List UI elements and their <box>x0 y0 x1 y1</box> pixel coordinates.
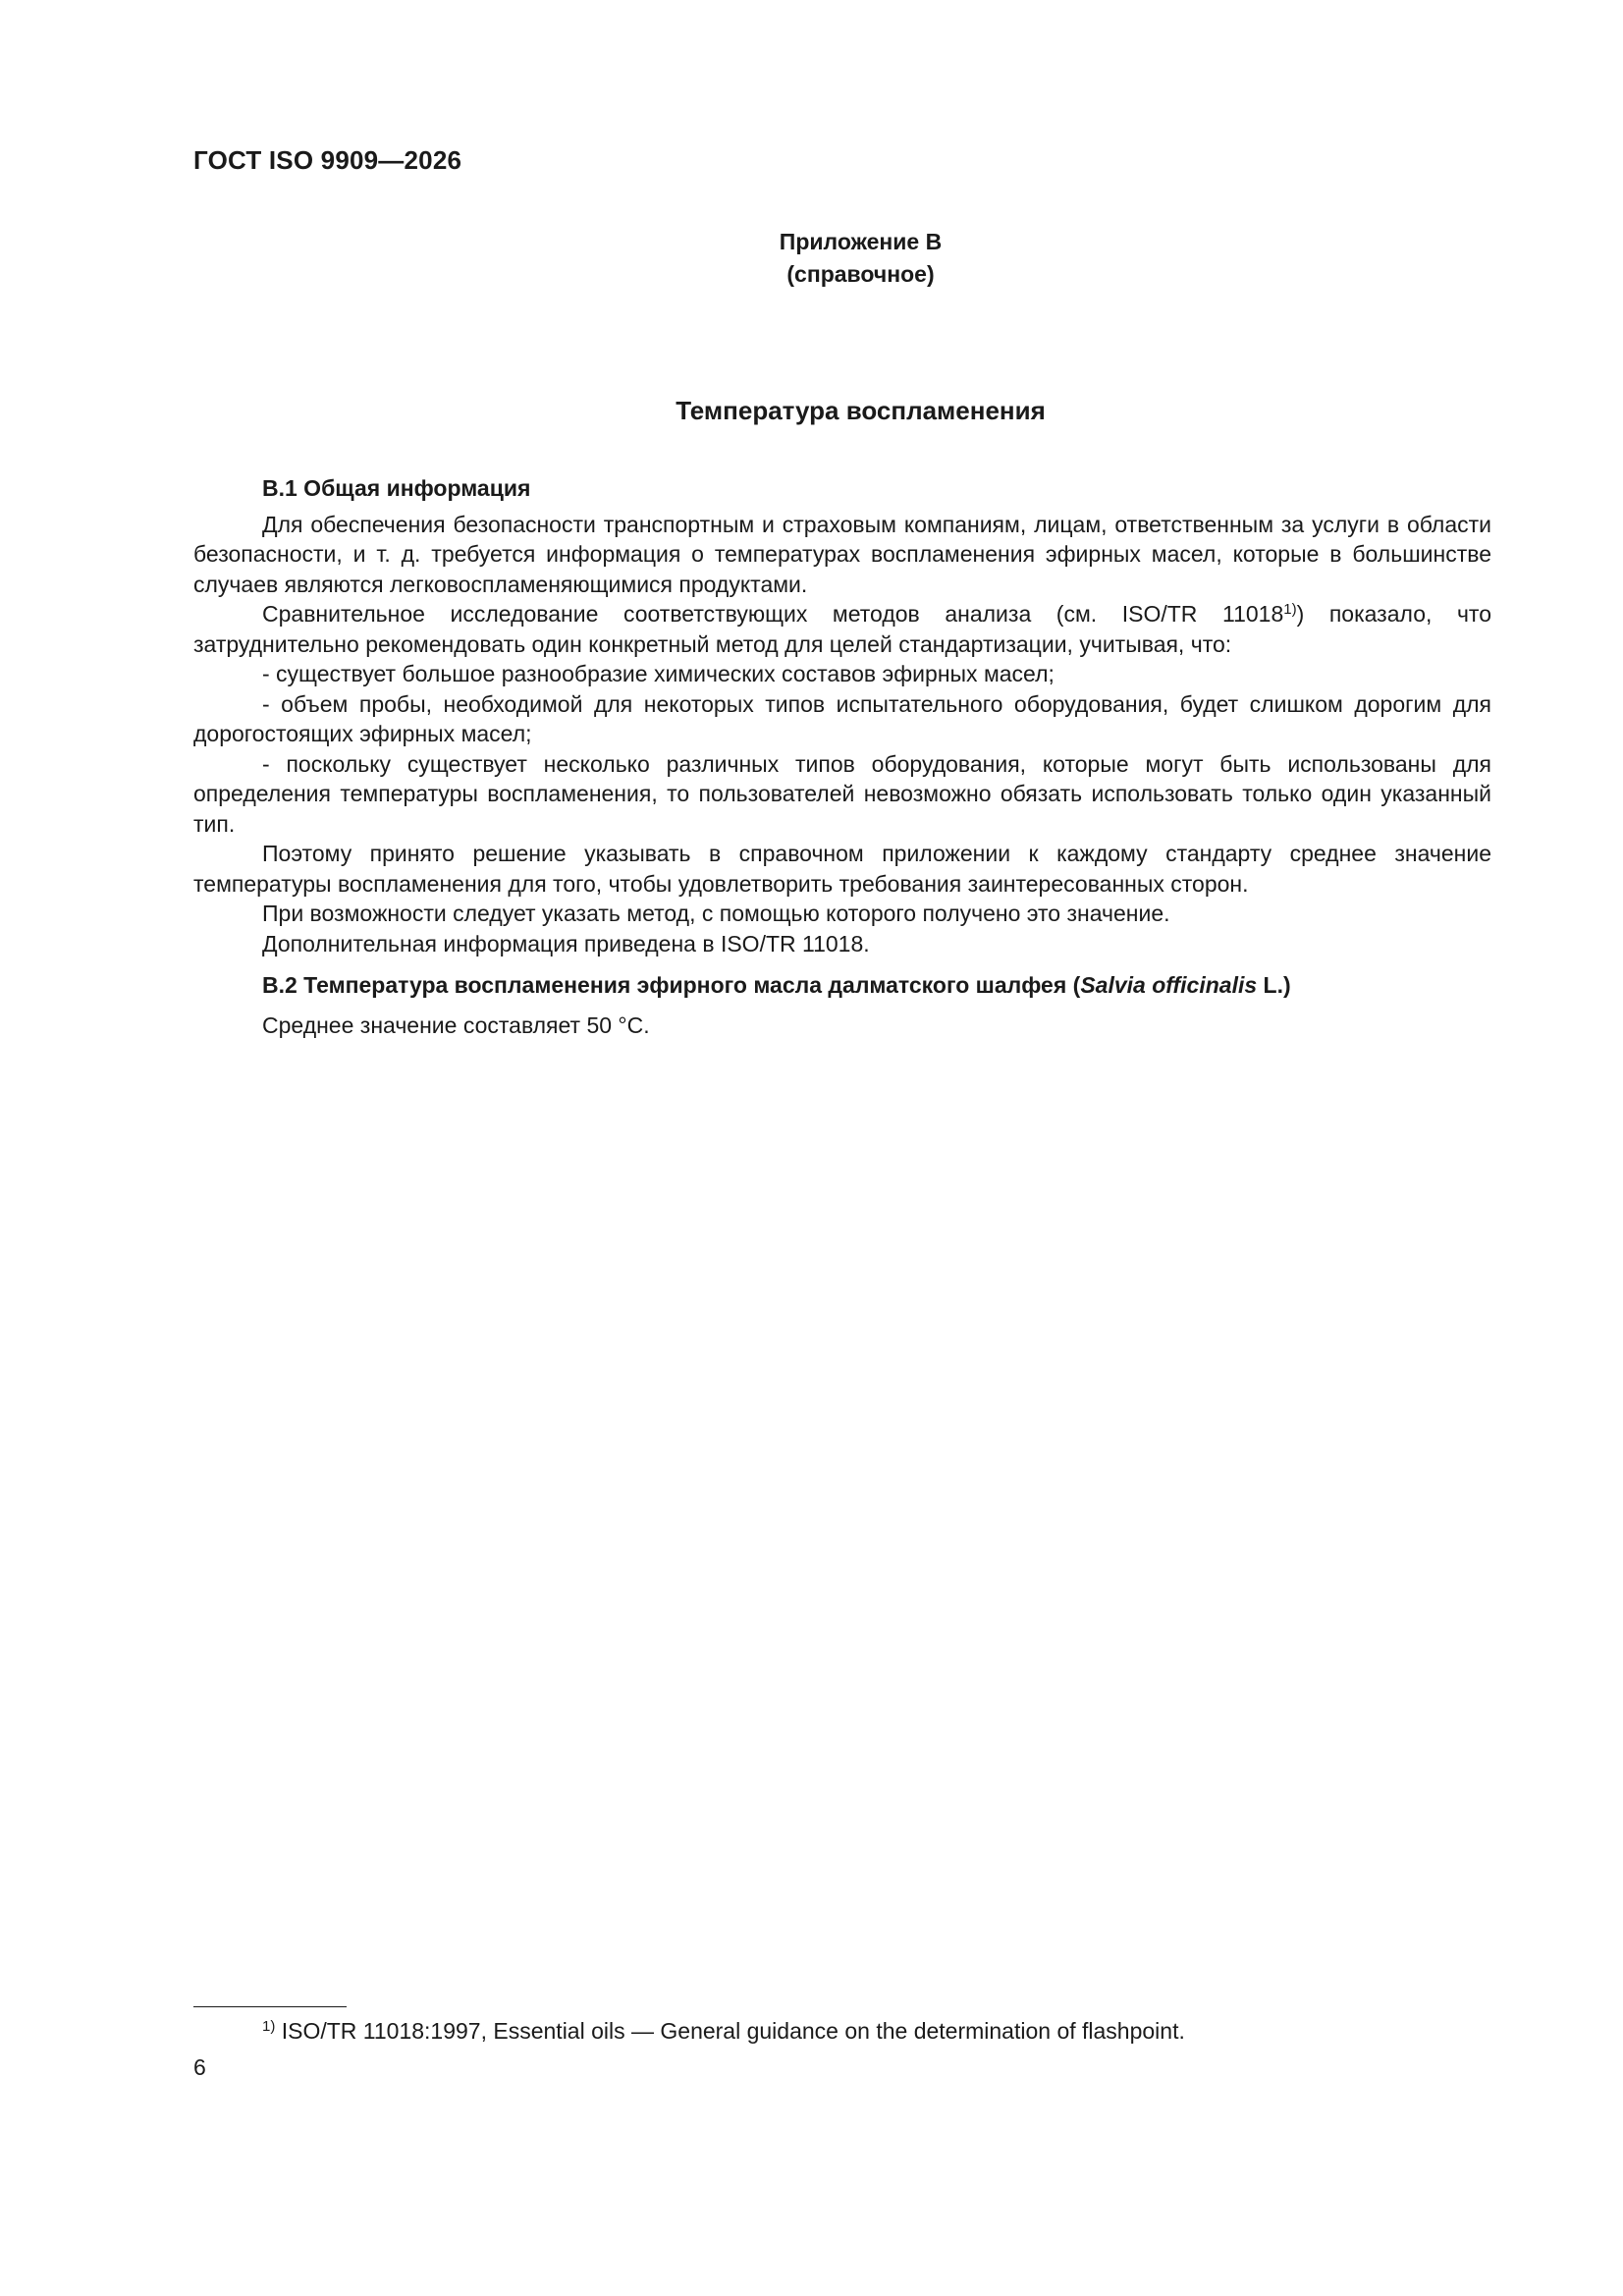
paragraph-text: ) показало, что затруднительно рекомендовать один конкретный метод для целей стандартизации, учитывая, что: <box>193 601 1491 657</box>
section-b2-heading <box>193 970 1491 1001</box>
footnote-text: ISO/TR 11018:1997, Essential oils — General guidance on the determination of flashpoint. <box>275 2018 1185 2044</box>
annex-label: Приложение В <box>779 229 943 254</box>
heading-text: В.2 Температура воспламенения эфирного масла далматского шалфея ( <box>262 972 1081 998</box>
heading-text: L.) <box>1257 972 1291 998</box>
annex-title: Температура воспламенения <box>676 396 1046 425</box>
latin-name: Salvia officinalis <box>1080 972 1258 998</box>
list-item: - существует большое разнообразие химических составов эфирных масел; <box>262 661 1055 686</box>
paragraph: При возможности следует указать метод, с помощью которого получено это значение. <box>262 901 1170 926</box>
paragraph: Поэтому принято решение указывать в справочном приложении к каждому стандарту среднее значение температуры воспламенения для того, чтобы удовлетворить требования заинтересованных сторон. <box>193 841 1491 897</box>
paragraph: Дополнительная информация приведена в ISO/TR 11018. <box>262 930 870 957</box>
footnote-ref: 1) <box>1283 601 1297 618</box>
footnote <box>262 2016 1185 2046</box>
paragraph: Для обеспечения безопасности транспортным и страховым компаниям, лицам, ответственным за услуги в области безопасности, и т. д. требуется информация о температурах воспламенения эфирных масел, которые в большинстве случаев являются легковоспламеняющимися продуктами. <box>193 511 1491 597</box>
running-header: ГОСТ ISO 9909—2026 <box>193 145 462 175</box>
section-b1-heading: В.1 Общая информация <box>262 475 531 501</box>
paragraph-text: Сравнительное исследование соответствующих методов анализа (см. ISO/TR 11018 <box>262 601 1284 627</box>
footnote-separator <box>193 2006 347 2007</box>
annex-status: (справочное) <box>786 261 935 287</box>
annex-label-block <box>0 226 1623 291</box>
page-number: 6 <box>193 2054 206 2080</box>
list-item: - поскольку существует несколько различных типов оборудования, которые могут быть использованы для определения температуры воспламенения, то пользователей невозможно обязать использовать только один указанный тип. <box>193 750 1491 837</box>
list-item: - объем пробы, необходимой для некоторых типов испытательного оборудования, будет слишком дорогим для дорогостоящих эфирных масел; <box>193 690 1491 746</box>
document-body <box>193 473 1491 1040</box>
paragraph <box>193 599 1491 659</box>
paragraph: Среднее значение составляет 50 °С. <box>262 1011 650 1038</box>
footnote-marker: 1) <box>262 2018 276 2035</box>
